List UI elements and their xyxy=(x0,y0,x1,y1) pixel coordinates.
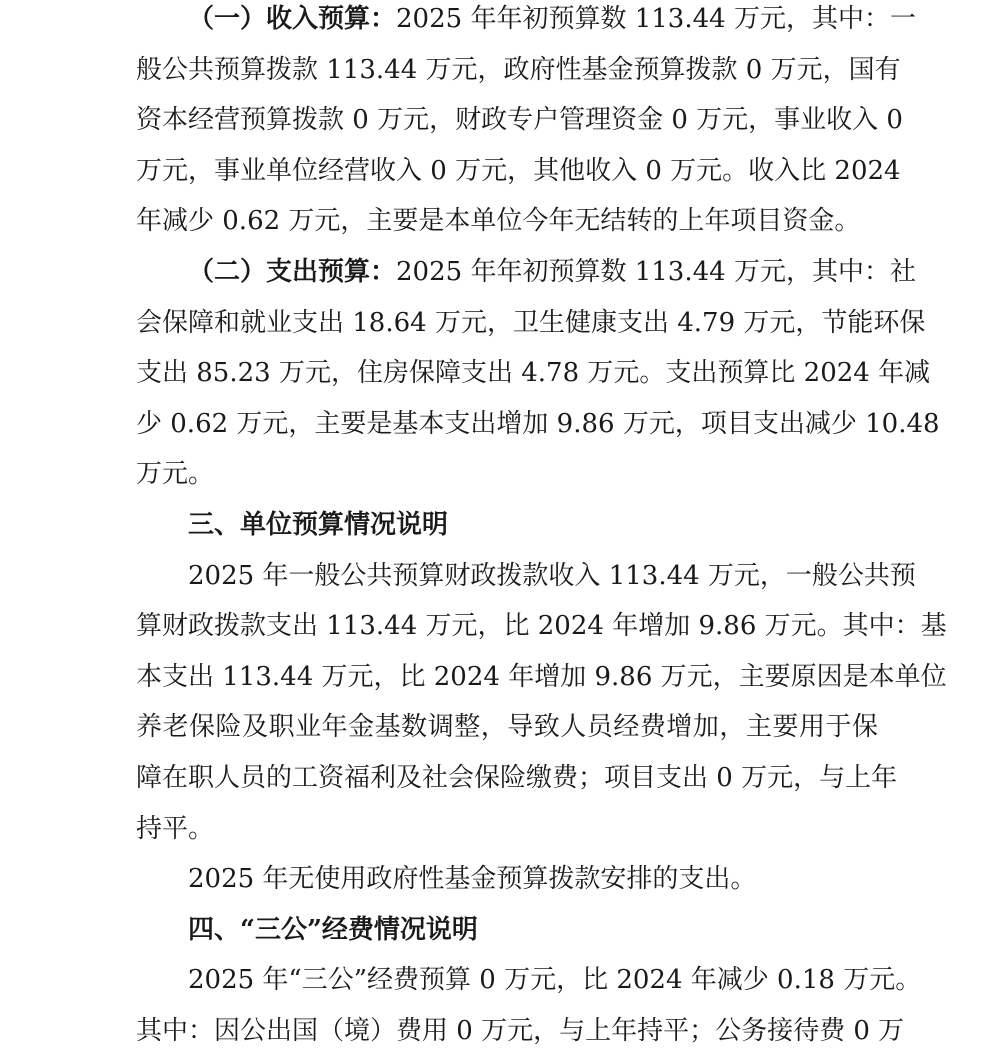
text-line: 其中：因公出国（境）费用 0 万元，与上年持平；公务接待费 0 万 xyxy=(136,1015,905,1046)
text-line: 万元，事业单位经营收入 0 万元，其他收入 0 万元。收入比 2024 xyxy=(136,155,901,186)
text-line: 会保障和就业支出 18.64 万元，卫生健康支出 4.79 万元，节能环保 xyxy=(136,307,926,338)
text-line: 2025 年“三公”经费预算 0 万元，比 2024 年减少 0.18 万元。 xyxy=(188,965,922,996)
text-line: 持平。 xyxy=(136,813,215,844)
text-line: 资本经营预算拨款 0 万元，财政专户管理资金 0 万元，事业收入 0 xyxy=(136,105,903,136)
text-line xyxy=(136,247,916,298)
text-line: 本支出 113.44 万元，比 2024 年增加 9.86 万元，主要原因是本单位 xyxy=(136,661,947,692)
text-line: 算财政拨款支出 113.44 万元，比 2024 年增加 9.86 万元。其中：基 xyxy=(136,611,947,642)
text-line xyxy=(136,0,916,45)
expense-budget-text: 2025 年年初预算数 113.44 万元，其中：社 xyxy=(396,256,916,287)
income-budget-lead: （一）收入预算： xyxy=(188,4,397,34)
text-line: 障在职人员的工资福利及社会保险缴费；项目支出 0 万元，与上年 xyxy=(136,762,898,793)
section-heading-3: 三、单位预算情况说明 xyxy=(188,509,449,540)
income-budget-text: 2025 年年初预算数 113.44 万元，其中：一 xyxy=(396,4,916,34)
text-line: 2025 年无使用政府性基金预算拨款安排的支出。 xyxy=(188,864,757,895)
text-line: 支出 85.23 万元，住房保障支出 4.78 万元。支出预算比 2024 年减 xyxy=(136,358,931,389)
text-line: 般公共预算拨款 113.44 万元，政府性基金预算拨款 0 万元，国有 xyxy=(136,54,901,85)
expense-budget-lead: （二）支出预算： xyxy=(188,256,397,287)
text-line: 少 0.62 万元，主要是基本支出增加 9.86 万元，项目支出减少 10.48 xyxy=(136,408,940,439)
document-page xyxy=(136,0,947,1056)
text-line: 养老保险及职业年金基数调整，导致人员经费增加，主要用于保 xyxy=(136,712,878,743)
text-line: 年减少 0.62 万元，主要是本单位今年无结转的上年项目资金。 xyxy=(136,206,861,237)
text-line: 万元。 xyxy=(136,459,215,490)
text-line: 2025 年一般公共预算财政拨款收入 113.44 万元，一般公共预 xyxy=(188,560,916,591)
section-heading-4: 四、“三公”经费情况说明 xyxy=(188,914,478,945)
